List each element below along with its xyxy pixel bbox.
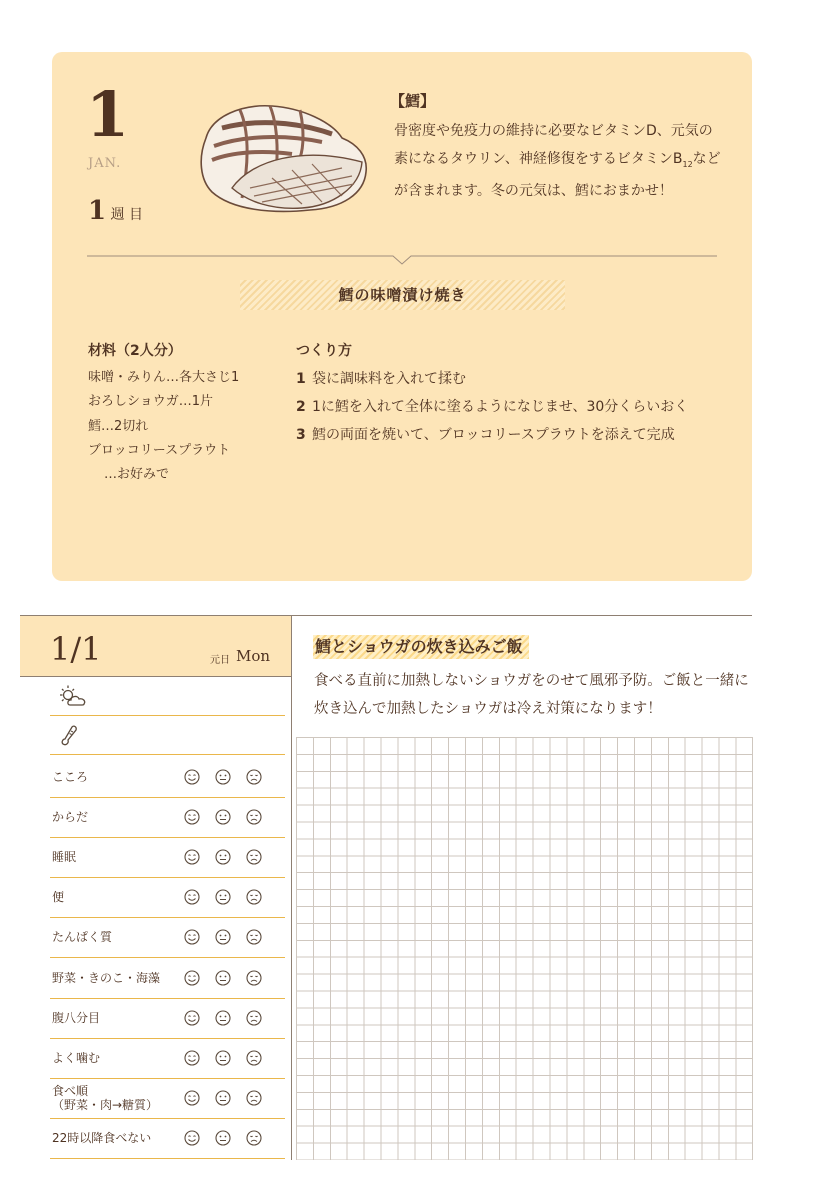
- checklist-label: 野菜・きのこ・海藻: [52, 970, 161, 985]
- weather-icon: [58, 685, 90, 707]
- diary-date: 1/1: [50, 630, 102, 668]
- step-item: [296, 394, 722, 420]
- step-text: 袋に調味料を入れて揉む: [312, 371, 466, 387]
- rating-faces: [184, 1090, 277, 1106]
- rating-faces: [184, 889, 277, 905]
- checklist-row: [50, 959, 285, 999]
- cod-fillet-illustration: [192, 98, 370, 216]
- neutral-face-icon[interactable]: [215, 970, 231, 986]
- neutral-face-icon[interactable]: [215, 929, 231, 945]
- checklist-label: 食べ順 （野菜・肉→糖質）: [52, 1083, 159, 1112]
- sad-face-icon[interactable]: [246, 1090, 262, 1106]
- happy-face-icon[interactable]: [184, 1050, 200, 1066]
- happy-face-icon[interactable]: [184, 849, 200, 865]
- rating-faces: [184, 1130, 277, 1146]
- step-number: 3: [296, 427, 306, 443]
- sad-face-icon[interactable]: [246, 809, 262, 825]
- rating-faces: [184, 849, 277, 865]
- ingredient-item: ブロッコリースプラウト: [88, 442, 231, 458]
- sad-face-icon[interactable]: [246, 1010, 262, 1026]
- neutral-face-icon[interactable]: [215, 889, 231, 905]
- column-divider: [291, 616, 292, 1160]
- week-number: 1: [88, 196, 107, 226]
- checklist-row: [50, 798, 285, 838]
- rating-faces: [184, 1050, 277, 1066]
- ingredient-item: おろしショウガ…1片: [88, 394, 214, 410]
- ingredients-list: [88, 366, 288, 487]
- happy-face-icon[interactable]: [184, 1010, 200, 1026]
- step-number: 2: [296, 399, 306, 415]
- step-item: [296, 422, 722, 448]
- ingredient-item: …お好みで: [104, 467, 170, 483]
- rating-faces: [184, 970, 277, 986]
- day-number: 1: [86, 78, 130, 151]
- recipe-title: 鱈の味噌漬け焼き: [240, 280, 565, 310]
- neutral-face-icon[interactable]: [215, 769, 231, 785]
- happy-face-icon[interactable]: [184, 1130, 200, 1146]
- fish-title: 【鱈】: [390, 92, 436, 110]
- steps-heading: つくり方: [296, 343, 352, 359]
- neutral-face-icon[interactable]: [215, 1090, 231, 1106]
- note-title: 鱈とショウガの炊き込みご飯: [313, 635, 529, 659]
- neutral-face-icon[interactable]: [215, 1130, 231, 1146]
- sad-face-icon[interactable]: [246, 929, 262, 945]
- checklist-row: [50, 1119, 285, 1159]
- checklist-row: [50, 1079, 285, 1119]
- neutral-face-icon[interactable]: [215, 849, 231, 865]
- section-divider: [87, 250, 717, 266]
- rating-faces: [184, 769, 277, 785]
- neutral-face-icon[interactable]: [215, 1050, 231, 1066]
- month-label: JAN.: [88, 156, 122, 171]
- checklist-row: [50, 878, 285, 918]
- checklist-row: [50, 918, 285, 958]
- weather-row[interactable]: [50, 677, 285, 716]
- happy-face-icon[interactable]: [184, 970, 200, 986]
- step-text: 鱈の両面を焼いて、ブロッコリースプラウトを添えて完成: [312, 427, 675, 443]
- sad-face-icon[interactable]: [246, 849, 262, 865]
- holiday-label: 元日: [210, 655, 230, 666]
- checklist-label: 22時以降食べない: [52, 1130, 152, 1145]
- happy-face-icon[interactable]: [184, 889, 200, 905]
- temperature-row[interactable]: [50, 716, 285, 755]
- thermometer-icon: [58, 724, 82, 748]
- graph-paper-area[interactable]: [296, 737, 753, 1160]
- happy-face-icon[interactable]: [184, 809, 200, 825]
- neutral-face-icon[interactable]: [215, 809, 231, 825]
- checklist-label: からだ: [52, 810, 89, 825]
- week-suffix: 週 目: [110, 207, 143, 223]
- ingredients-heading: 材料（2人分）: [88, 343, 182, 359]
- rating-faces: [184, 929, 277, 945]
- checklist-label: たんぱく質: [52, 930, 113, 945]
- week-label: [88, 196, 143, 226]
- step-text: 1に鱈を入れて全体に塗るようになじませ、30分くらいおく: [312, 399, 689, 415]
- happy-face-icon[interactable]: [184, 929, 200, 945]
- step-number: 1: [296, 371, 306, 387]
- step-item: [296, 366, 722, 392]
- ingredient-item: 鱈…2切れ: [88, 418, 149, 434]
- checklist-row: [50, 1039, 285, 1079]
- weekday-label: Mon: [236, 647, 271, 665]
- note-text: 食べる直前に加熱しないショウガをのせて風邪予防。ご飯と一緒に炊き込んで加熱したショウガは冷え対策になります！: [314, 673, 749, 717]
- date-header: [20, 616, 291, 677]
- sad-face-icon[interactable]: [246, 970, 262, 986]
- steps-list: [296, 366, 722, 450]
- happy-face-icon[interactable]: [184, 769, 200, 785]
- checklist-label: 腹八分目: [52, 1010, 101, 1025]
- sad-face-icon[interactable]: [246, 1050, 262, 1066]
- rating-faces: [184, 1010, 277, 1026]
- checklist-row: [50, 758, 285, 798]
- sad-face-icon[interactable]: [246, 1130, 262, 1146]
- sad-face-icon[interactable]: [246, 769, 262, 785]
- rating-faces: [184, 809, 277, 825]
- neutral-face-icon[interactable]: [215, 1010, 231, 1026]
- checklist-label: 便: [52, 890, 65, 905]
- checklist-label: よく噛む: [52, 1050, 101, 1065]
- fish-description: 骨密度や免疫力の維持に必要なビタミンD、元気の素になるタウリン、神経修復をするビタミン$B_{12}$などが含まれます。冬の元気は、鱈におまかせ！: [394, 123, 721, 199]
- checklist-label: こころ: [52, 770, 89, 784]
- checklist-row: [50, 838, 285, 878]
- checklist-label: 睡眠: [52, 850, 77, 865]
- checklist-row: [50, 999, 285, 1039]
- sad-face-icon[interactable]: [246, 889, 262, 905]
- ingredient-item: 味噌・みりん…各大さじ1: [88, 370, 240, 385]
- happy-face-icon[interactable]: [184, 1090, 200, 1106]
